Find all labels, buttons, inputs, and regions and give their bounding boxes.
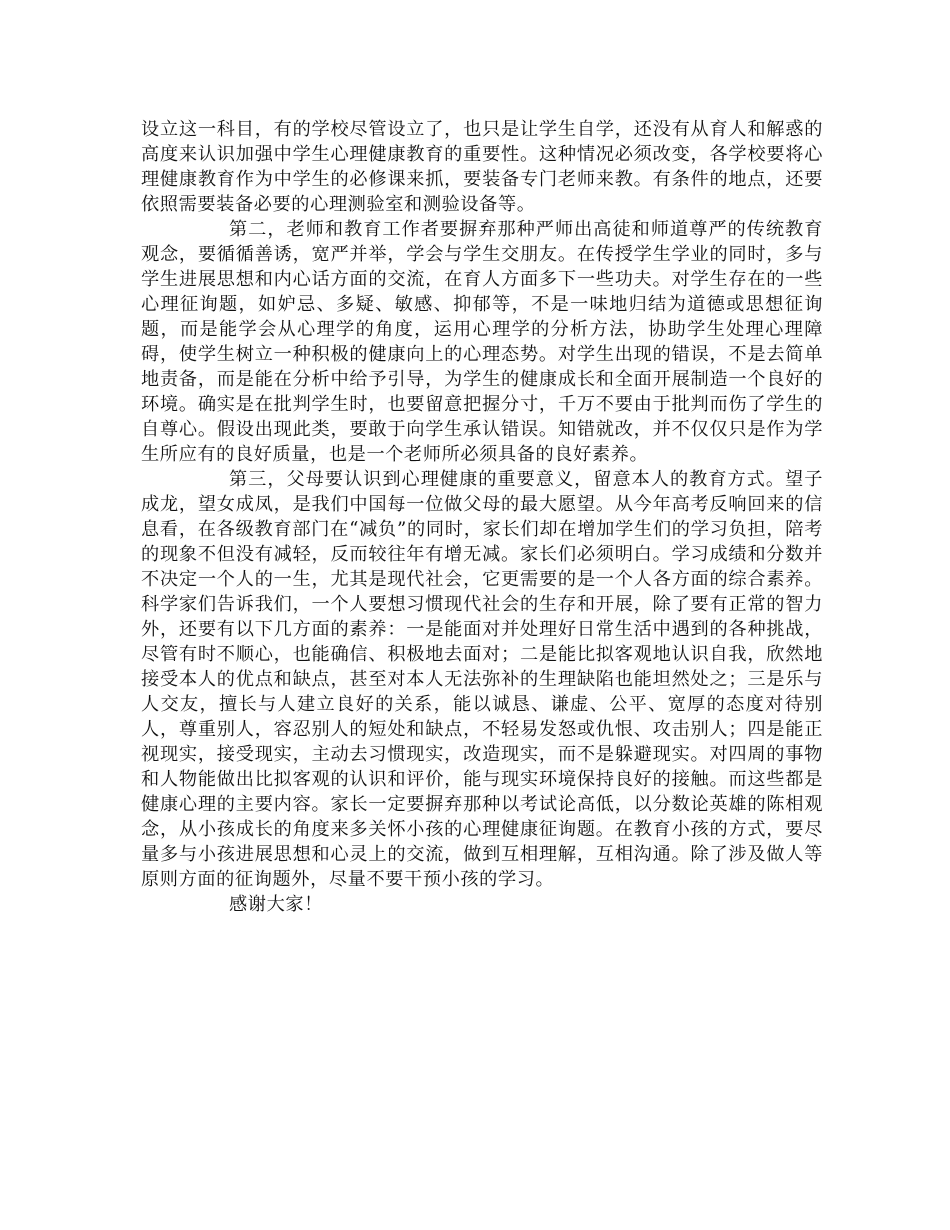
paragraph-third-point: 第三，父母要认识到心理健康的重要意义，留意本人的教育方式。望子成龙，望女成凤，是我们中国每一位做父母的最大愿望。从今年高考反响回来的信息看，在各级教育部门在“减负”的同时，家长们却在增加学生们的学习负担，陪考的现象不但没有减轻，反而较往年有增无减。家长们必须明白。学习成绩和分数并不决定一个人的一生，尤其是现代社会，它更需要的是一个人各方面的综合素养。科学家们告诉我们，一个人要想习惯现代社会的生存和开展，除了要有正常的智力外，还要有以下几方面的素养：一是能面对并处理好日常生活中遇到的各种挑战，尽管有时不顺心，也能确信、积极地去面对；二是能比拟客观地认识自我，欣然地接受本人的优点和缺点，甚至对本人无法弥补的生理缺陷也能坦然处之；三是乐与人交友，擅长与人建立良好的关系，能以诚恳、谦虚、公平、宽厚的态度对待别人，尊重别人，容忍别人的短处和缺点，不轻易发怒或仇恨、攻击别人；四是能正视现实，接受现实，主动去习惯现实，改造现实，而不是躲避现实。对四周的事物和人物能做出比拟客观的认识和评价，能与现实环境保持良好的接触。而这些都是健康心理的主要内容。家长一定要摒弃那种以考试论高低，以分数论英雄的陈相观念，从小孩成长的角度来多关怀小孩的心理健康征询题。在教育小孩的方式，要尽量多与小孩进展思想和心灵上的交流，做到互相理解，互相沟通。除了涉及做人等原则方面的征询题外，尽量不要干预小孩的学习。 [141, 469, 823, 890]
document-body [141, 117, 823, 917]
closing-thanks: 感谢大家！ [229, 894, 323, 915]
paragraph-continuation: 设立这一科目，有的学校尽管设立了，也只是让学生自学，还没有从育人和解惑的高度来认识加强中学生心理健康教育的重要性。这种情况必须改变，各学校要将心理健康教育作为中学生的必修课来抓，要装备专门老师来教。有条件的地点，还要依照需要装备必要的心理测验室和测验设备等。 [141, 119, 823, 215]
paragraph-second-point: 第二，老师和教育工作者要摒弃那种严师出高徒和师道尊严的传统教育观念，要循循善诱，宽严并举，学会与学生交朋友。在传授学生学业的同时，多与学生进展思想和内心话方面的交流，在育人方面多下一些功夫。对学生存在的一些心理征询题，如妒忌、多疑、敏感、抑郁等，不是一味地归结为道德或思想征询题，而是能学会从心理学的角度，运用心理学的分析方法，协助学生处理心理障碍，使学生树立一种积极的健康向上的心理态势。对学生出现的错误，不是去简单地责备，而是能在分析中给予引导，为学生的健康成长和全面开展制造一个良好的环境。确实是在批判学生时，也要留意把握分寸，千万不要由于批判而伤了学生的自尊心。假设出现此类，要敢于向学生承认错误。知错就改，并不仅仅只是作为学生所应有的良好质量，也是一个老师所必须具备的良好素养。 [141, 219, 823, 465]
